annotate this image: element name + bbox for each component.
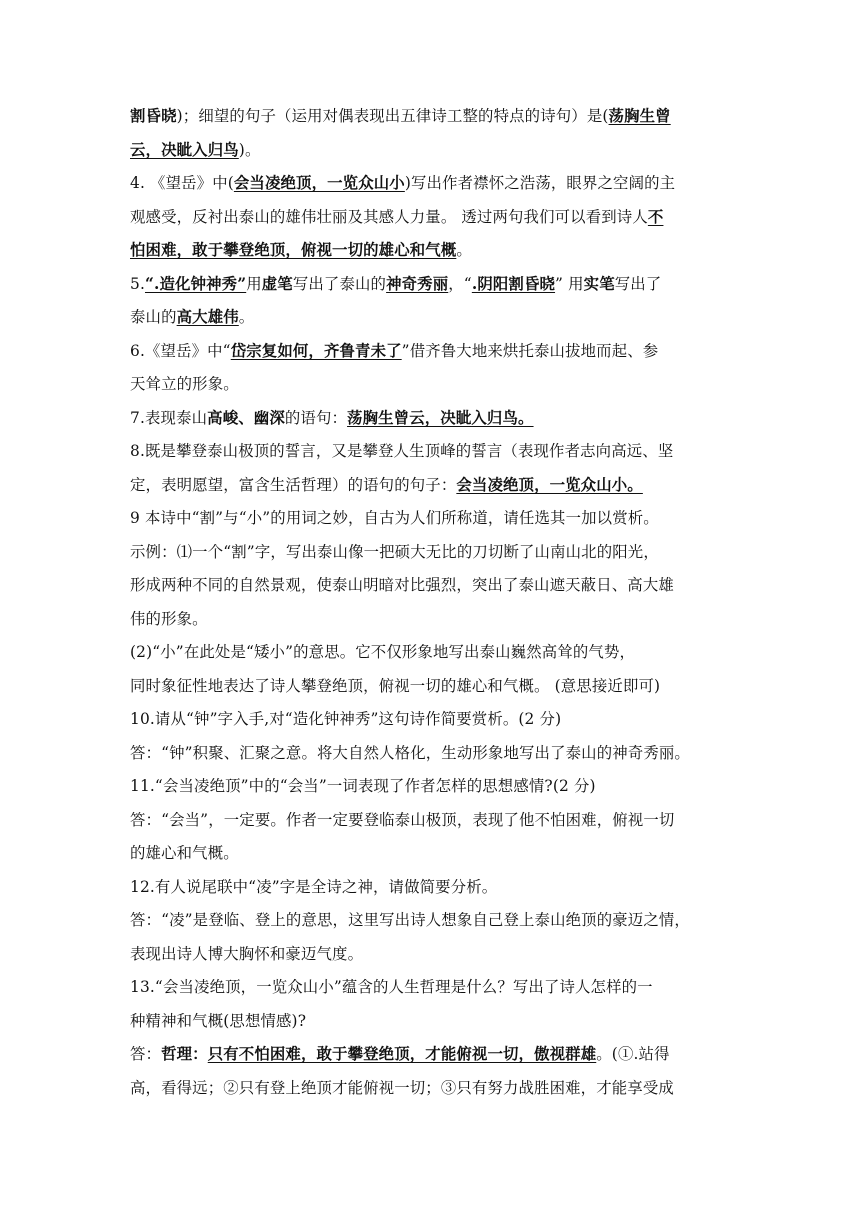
text-run: 表现出诗人博大胸怀和豪迈气度。	[130, 944, 364, 963]
text-run: 12.有人说尾联中“凌”字是全诗之神，请做简要分析。	[130, 877, 498, 896]
text-line	[130, 134, 730, 168]
text-run: 写出了泰山的	[292, 274, 387, 293]
emphasized-text: 虚笔	[261, 274, 293, 293]
text-line	[130, 670, 730, 704]
text-run: )。	[238, 140, 261, 159]
emphasized-text: “.造化钟神秀”	[144, 274, 247, 293]
text-run: ”借齐鲁大地来烘托泰山拔地而起、参	[401, 341, 659, 360]
text-run: 8.既是攀登泰山极顶的誓言，又是攀登人生顶峰的誓言（表现作者志向高远、坚	[130, 442, 674, 460]
emphasized-text: 会当凌绝顶，一览众山小。	[456, 475, 643, 494]
emphasized-text: 怕困难，敢于攀登绝顶，俯视一切的雄心和气概	[130, 241, 457, 259]
text-run: 形成两种不同的自然景观，使泰山明暗对比强烈，突出了泰山遮天蔽日、高大雄	[130, 576, 674, 594]
text-line	[130, 268, 730, 302]
text-line	[130, 938, 730, 972]
text-line	[130, 569, 730, 603]
text-run: )写出作者襟怀之浩荡，眼界之空阔的主	[404, 174, 676, 192]
text-line	[130, 904, 730, 938]
text-run: 11.“会当凌绝顶”中的“会当”一词表现了作者怎样的思想感情?(2 分)	[130, 777, 596, 795]
emphasized-text: 哲理：	[161, 1045, 208, 1063]
text-line	[130, 804, 730, 838]
text-run: 。(①.站得	[596, 1045, 670, 1063]
text-line	[130, 502, 730, 536]
text-run: 定，表明愿望，富含生活哲理）的语句的句子：	[130, 475, 457, 494]
text-run: 写出了	[614, 274, 662, 293]
text-run: 泰山的	[130, 308, 177, 326]
emphasized-text: 只有不怕困难，敢于攀登绝顶，才能俯视一切，傲视群雄	[207, 1045, 597, 1063]
text-run: 的语句：	[284, 408, 348, 427]
emphasized-text: .阴阳割昏晓	[471, 274, 556, 293]
text-line	[130, 737, 730, 771]
emphasized-text: 云，决眦入归鸟	[130, 140, 239, 159]
text-line	[130, 435, 730, 469]
text-run: 用	[246, 274, 262, 293]
text-run: 答：“凌”是登临、登上的意思，这里写出诗人想象自己登上泰山绝顶的豪迈之情，	[130, 911, 690, 929]
text-run: 天耸立的形象。	[130, 375, 239, 393]
text-line	[130, 402, 730, 436]
text-line	[130, 971, 730, 1005]
text-line	[130, 335, 730, 369]
text-line	[130, 201, 730, 235]
text-run: 答：“钟”积聚、汇聚之意。将大自然人格化，生动形象地写出了泰山的神奇秀丽。	[130, 743, 690, 762]
text-run: ” 用	[555, 274, 584, 293]
text-run: 伟的形象。	[130, 609, 208, 628]
emphasized-text: 岱宗复如何，齐鲁青未了	[230, 341, 402, 360]
emphasized-text: 会当凌绝顶，一览众山小	[233, 174, 405, 192]
text-line	[130, 703, 730, 737]
text-line	[130, 636, 730, 670]
text-run: )；细望的句子（运用对偶表现出五律诗工整的特点的诗句）是(	[176, 107, 609, 125]
text-run: 4. 《望岳》中(	[130, 174, 234, 192]
text-run: 答：“会当”，一定要。作者一定要登临泰山极顶，表现了他不怕困难，俯视一切	[130, 810, 675, 829]
emphasized-text: 割昏晓	[130, 107, 177, 125]
text-run: 5.	[130, 274, 145, 293]
emphasized-text: 高峻、幽深	[207, 408, 285, 427]
text-run: 。	[238, 308, 255, 326]
text-run: 。	[456, 241, 472, 259]
emphasized-text: 荡胸生曾云，决眦入归鸟。	[347, 408, 534, 427]
text-line	[130, 1072, 730, 1106]
text-line	[130, 837, 730, 871]
text-line	[130, 1038, 730, 1072]
emphasized-text: 高大雄伟	[176, 308, 239, 326]
text-run: 示例：⑴一个“割”字，写出泰山像一把硕大无比的刀切断了山南山北的阳光，	[130, 542, 659, 561]
text-run: (2)“小”在此处是“矮小”的意思。它不仅形象地写出泰山巍然高耸的气势，	[130, 643, 636, 661]
document-body	[130, 100, 730, 1105]
text-line	[130, 469, 730, 503]
text-run: 观感受，反衬出泰山的雄伟壮丽及其感人力量。 透过两句我们可以看到诗人	[130, 207, 648, 226]
text-line	[130, 167, 730, 201]
text-line	[130, 536, 730, 570]
text-run: 答：	[130, 1045, 162, 1063]
text-line	[130, 603, 730, 637]
emphasized-text: 神奇秀丽	[386, 274, 449, 293]
text-run: 10.请从“钟”字入手,对“造化钟神秀”这句诗作简要赏析。(2 分)	[130, 710, 562, 728]
text-line	[130, 1005, 730, 1039]
emphasized-text: 不	[647, 207, 664, 226]
text-line	[130, 234, 730, 268]
text-line	[130, 871, 730, 905]
text-run: 种精神和气概(思想情感)?	[130, 1011, 307, 1030]
text-line	[130, 770, 730, 804]
text-run: 高，看得远；②只有登上绝顶才能俯视一切；③只有努力战胜困难，才能享受成	[130, 1078, 674, 1097]
text-run: 6.《望岳》中“	[130, 341, 231, 360]
text-run: 的雄心和气概。	[130, 844, 239, 862]
text-line	[130, 368, 730, 402]
text-run: 13.“会当凌绝顶，一览众山小”蕴含的人生哲理是什么？写出了诗人怎样的一	[130, 978, 653, 996]
text-run: 同时象征性地表达了诗人攀登绝顶，俯视一切的雄心和气概。 (意思接近即可)	[130, 676, 661, 695]
text-line	[130, 301, 730, 335]
text-line	[130, 100, 730, 134]
emphasized-text: 荡胸生曾	[608, 107, 671, 125]
emphasized-text: 实笔	[583, 274, 615, 293]
text-run: 9 本诗中“割”与“小”的用词之妙，自古为人们所称道，请任选其一加以赏析。	[130, 509, 659, 527]
text-run: ，“	[448, 274, 472, 293]
text-run: 7.表现泰山	[130, 408, 208, 427]
